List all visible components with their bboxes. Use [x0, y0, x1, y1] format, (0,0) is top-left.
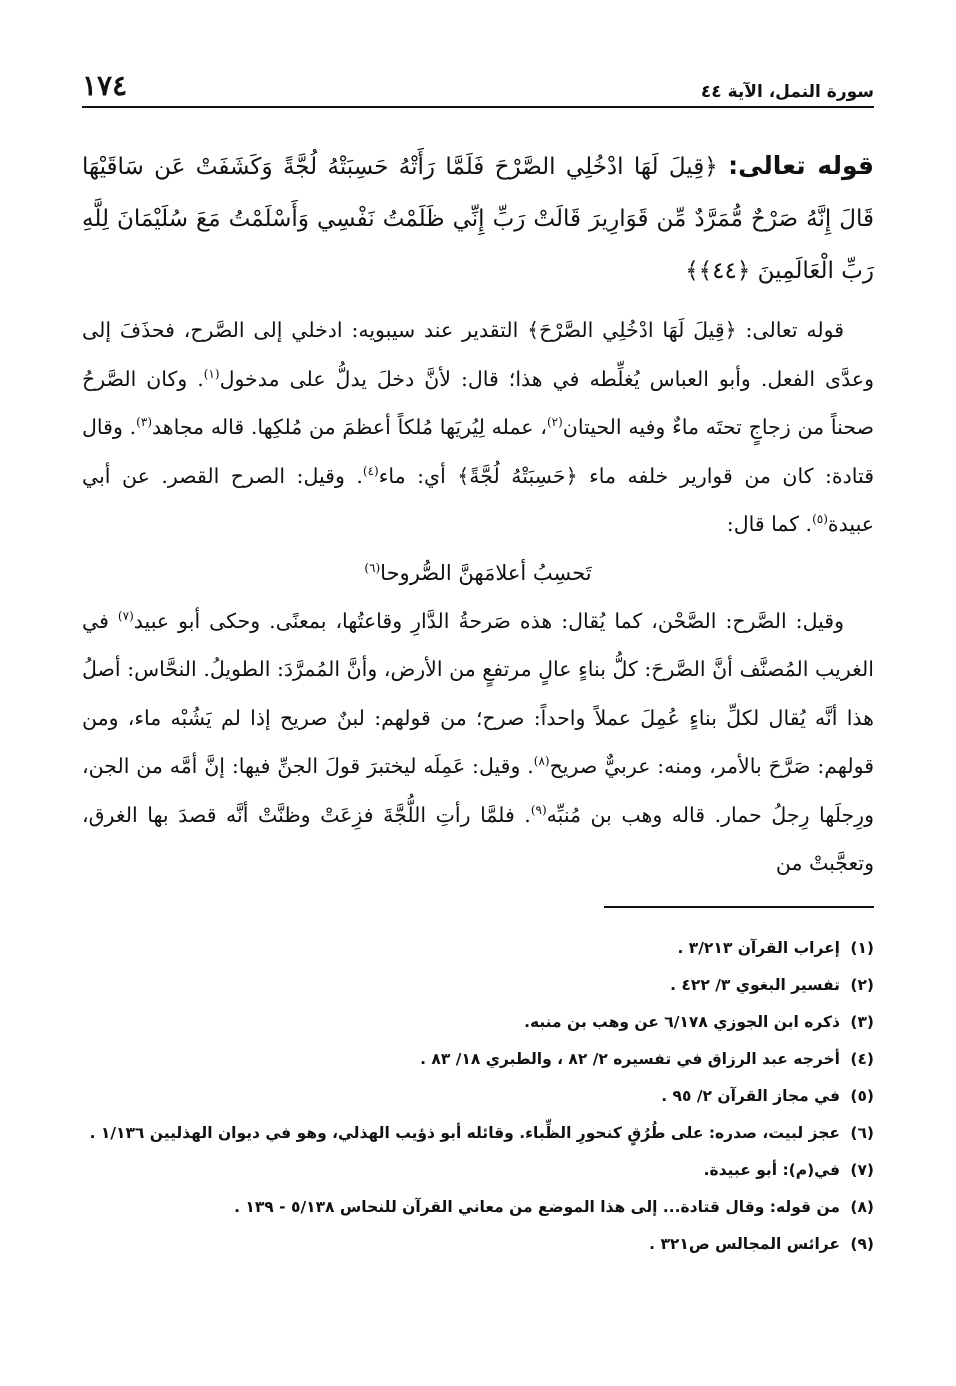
text-run: . فلمَّا رأتِ اللُّجَّةَ فزِعَتْ وظنَّتْ أنَّه قصدَ بها الغرق، وتعجَّبتْ من — [82, 802, 874, 875]
text-run: . وقيل: الصرح القصر. عن أبي عبيدة — [82, 463, 874, 536]
footnote-separator — [604, 906, 874, 908]
paragraph-1 — [82, 306, 874, 549]
footnote-ref-7[interactable]: (٧) — [117, 608, 134, 623]
text-run: في الغريب المُصنَّف أنَّ الصَّرحَ: كلُّ بناءٍ عالٍ مرتفعٍ من الأرض، وأنَّ المُمرَّدَ: الطويلُ. النحَّاس: أصلُ هذا أنَّه يُقال لكلِّ بناءٍ عُمِلَ عملاً واحداً: صرح؛ من قولهم: لبنٌ صريح إذا لم يَشُبْه ماء، ومن قولهم: صَرَّحَ بالأمر، ومنه: عربيٌّ صريح — [82, 608, 874, 778]
quran-verse-block — [82, 140, 874, 297]
poem-text: تَحسِبُ أعلامَهنَّ الصُّروحا — [380, 560, 592, 585]
text-run: . وكان الصَّرحُ صحناً من زجاجٍ تحتَه ماءٌ وفيه الحيتان — [82, 366, 874, 439]
text-run: ، عمله لِيُريَها مُلكاً أعظمَ من مُلكِها. قاله مجاهد — [152, 415, 547, 439]
paragraph-2 — [82, 597, 874, 888]
footnote-item — [82, 1041, 874, 1078]
footnote-text: ذكره ابن الجوزي ٦/١٧٨ عن وهب بن منبه. — [524, 1013, 840, 1031]
verse-text: ﴿قِيلَ لَهَا ادْخُلِي الصَّرْحَ فَلَمَّا رَأَتْهُ حَسِبَتْهُ لُجَّةً وَكَشَفَتْ عَن سَاقَيْهَا قَالَ إِنَّهُ صَرْحٌ مُّمَرَّدٌ مِّن قَوَارِيرَ قَالَتْ رَبِّ إِنِّي ظَلَمْتُ نَفْسِي وَأَسْلَمْتُ مَعَ سُلَيْمَانَ لِلَّهِ رَبِّ الْعَالَمِينَ ﴿٤٤﴾﴾ — [82, 154, 874, 284]
footnote-text: تفسير البغوي ٣/ ٤٢٢ . — [670, 976, 840, 994]
page-header — [82, 68, 874, 108]
page-number: ١٧٤ — [82, 69, 128, 102]
footnote-item — [82, 1115, 874, 1152]
footnote-ref-2[interactable]: (٢) — [546, 415, 563, 430]
footnote-text: من قوله: وقال قتادة... إلى هذا الموضع من معاني القرآن للنحاس ٥/١٣٨ - ١٣٩ . — [234, 1198, 840, 1216]
footnote-item — [82, 1004, 874, 1041]
footnote-number: (٢) — [850, 976, 874, 994]
footnote-text: في(م): أبو عبيدة. — [703, 1161, 840, 1179]
footnote-number: (٤) — [850, 1050, 874, 1068]
footnote-text: في مجاز القرآن ٢/ ٩٥ . — [661, 1087, 840, 1105]
footnote-text: إعراب القرآن ٣/٢١٣ . — [677, 939, 840, 957]
footnote-ref-5[interactable]: (٥) — [812, 512, 828, 527]
footnote-ref-6[interactable]: (٦) — [364, 560, 381, 575]
text-run: . وقيل: عَمِلَه ليختبرَ قولَ الجنِّ فيها: إنَّ أمَّه من الجن، ورِجلَها رِجلُ حمار. قاله وهب بن مُنبِّه — [82, 754, 874, 827]
footnote-ref-1[interactable]: (١) — [203, 366, 220, 381]
footnotes — [82, 930, 874, 1263]
commentary-body — [82, 306, 874, 888]
footnote-item — [82, 1078, 874, 1115]
text-run: وقيل: الصَّرح: الصَّحْن، كما يُقال: هذه صَرحةُ الدَّارِ وقاعتُها، بمعنًى. وحكى أبو عبيد — [133, 608, 844, 633]
footnote-number: (١) — [850, 939, 874, 957]
footnote-number: (٣) — [850, 1013, 874, 1031]
footnote-number: (٥) — [850, 1087, 874, 1105]
footnote-item — [82, 1226, 874, 1263]
footnote-number: (٨) — [850, 1198, 874, 1216]
poem-verse — [82, 549, 874, 597]
text-run: . وقال قتادة: كان من قوارير خلفه ماء ﴿حَسِبَتْهُ لُجَّةً﴾ أي: ماء — [82, 415, 875, 488]
footnote-ref-8[interactable]: (٨) — [533, 754, 550, 769]
running-title: سورة النمل، الآية ٤٤ — [700, 82, 874, 102]
text-run: قوله تعالى: ﴿قِيلَ لَهَا ادْخُلِي الصَّرْحَ﴾ التقدير عند سيبويه: ادخلي إلى الصَّرح، فحذَفَ إلى وعدَّى الفعل. وأبو العباس يُغلِّطه في هذا؛ قال: لأنَّ دخلَ يدلُّ على مدخول — [82, 318, 874, 391]
footnote-item — [82, 930, 874, 967]
footnote-ref-4[interactable]: (٤) — [362, 463, 379, 478]
footnote-ref-3[interactable]: (٣) — [136, 415, 152, 430]
footnote-text: عجز لبيت، صدره: على طُرُقٍ كنحورِ الظِّباء. وقائله أبو ذؤيب الهذلي، وهو في ديوان الهذليين ١/١٣٦ . — [89, 1124, 840, 1142]
text-run: . كما قال: — [726, 512, 813, 536]
footnote-ref-9[interactable]: (٩) — [530, 802, 547, 817]
footnote-number: (٦) — [850, 1124, 874, 1142]
footnote-item — [82, 1152, 874, 1189]
footnote-text: عرائس المجالس ص٣٢١ . — [649, 1235, 840, 1253]
footnote-item — [82, 1189, 874, 1226]
footnote-text: أخرجه عبد الرزاق في تفسيره ٢/ ٨٢ ، والطبري ١٨/ ٨٣ . — [420, 1050, 840, 1068]
footnote-item — [82, 967, 874, 1004]
verse-label: قوله تعالى: — [728, 151, 875, 180]
footnote-number: (٩) — [850, 1235, 874, 1253]
footnote-number: (٧) — [850, 1161, 874, 1179]
